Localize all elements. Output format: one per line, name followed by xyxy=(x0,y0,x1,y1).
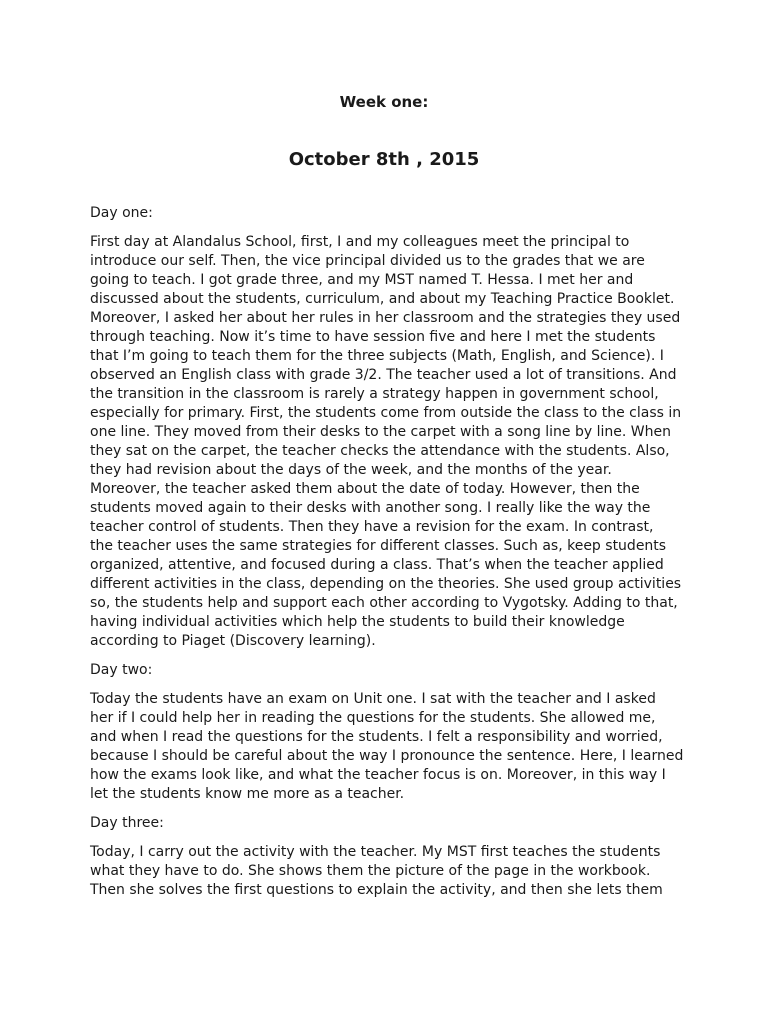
text-line: Today, I carry out the activity with the teacher. My MST first teaches the students xyxy=(90,844,661,860)
text-line: so, the students help and support each other according to Vygotsky. Adding to that, xyxy=(90,595,678,611)
text-line: First day at Alandalus School, first, I and my colleagues meet the principal to xyxy=(90,234,630,250)
text-line: and when I read the questions for the students. I felt a responsibility and worried, xyxy=(90,729,663,745)
text-line: according to Piaget (Discovery learning). xyxy=(90,633,376,649)
text-line: through teaching. Now it’s time to have session five and here I met the students xyxy=(90,329,656,345)
date-title: October 8th , 2015 xyxy=(288,149,480,170)
text-line: her if I could help her in reading the questions for the students. She allowed me, xyxy=(90,710,656,726)
text-line: Today the students have an exam on Unit one. I sat with the teacher and I asked xyxy=(90,691,656,707)
section-day-one xyxy=(90,204,690,651)
text-line: Moreover, I asked her about her rules in her classroom and the strategies they used xyxy=(90,310,681,326)
text-line: observed an English class with grade 3/2. The teacher used a lot of transitions. And xyxy=(90,367,677,383)
document-body xyxy=(90,204,690,910)
text-line: discussed about the students, curriculum, and about my Teaching Practice Booklet. xyxy=(90,291,675,307)
text-line: what they have to do. She shows them the picture of the page in the workbook. xyxy=(90,863,651,879)
section-day-three xyxy=(90,814,690,900)
text-line: having individual activities which help the students to build their knowledge xyxy=(90,614,625,630)
text-line: Moreover, the teacher asked them about the date of today. However, then the xyxy=(90,481,640,497)
text-line: that I’m going to teach them for the three subjects (Math, English, and Science). I xyxy=(90,348,664,364)
week-title: Week one: xyxy=(339,93,429,111)
text-line: students moved again to their desks with another song. I really like the way the xyxy=(90,500,651,516)
text-line: introduce our self. Then, the vice principal divided us to the grades that we are xyxy=(90,253,645,269)
paragraph xyxy=(90,233,690,651)
text-line: how the exams look like, and what the teacher focus is on. Moreover, in this way I xyxy=(90,767,666,783)
text-line: because I should be careful about the way I pronounce the sentence. Here, I learned xyxy=(90,748,684,764)
day-label: Day three: xyxy=(90,815,164,831)
text-line: they sat on the carpet, the teacher checks the attendance with the students. Also, xyxy=(90,443,670,459)
section-day-two xyxy=(90,661,690,804)
day-label: Day one: xyxy=(90,205,153,221)
text-line: the transition in the classroom is rarely a strategy happen in government school, xyxy=(90,386,659,402)
paragraph xyxy=(90,843,690,900)
text-line: going to teach. I got grade three, and my MST named T. Hessa. I met her and xyxy=(90,272,634,288)
text-line: Then she solves the first questions to explain the activity, and then she lets them xyxy=(90,882,663,898)
text-line: let the students know me more as a teacher. xyxy=(90,786,405,802)
text-line: different activities in the class, depending on the theories. She used group activities xyxy=(90,576,682,592)
text-line: one line. They moved from their desks to the carpet with a song line by line. When xyxy=(90,424,671,440)
text-line: the teacher uses the same strategies for different classes. Such as, keep students xyxy=(90,538,667,554)
text-line: organized, attentive, and focused during a class. That’s when the teacher applied xyxy=(90,557,664,573)
day-label: Day two: xyxy=(90,662,153,678)
text-line: they had revision about the days of the week, and the months of the year. xyxy=(90,462,612,478)
text-line: especially for primary. First, the students come from outside the class to the class in xyxy=(90,405,682,421)
text-line: teacher control of students. Then they have a revision for the exam. In contrast, xyxy=(90,519,654,535)
paragraph xyxy=(90,690,690,804)
